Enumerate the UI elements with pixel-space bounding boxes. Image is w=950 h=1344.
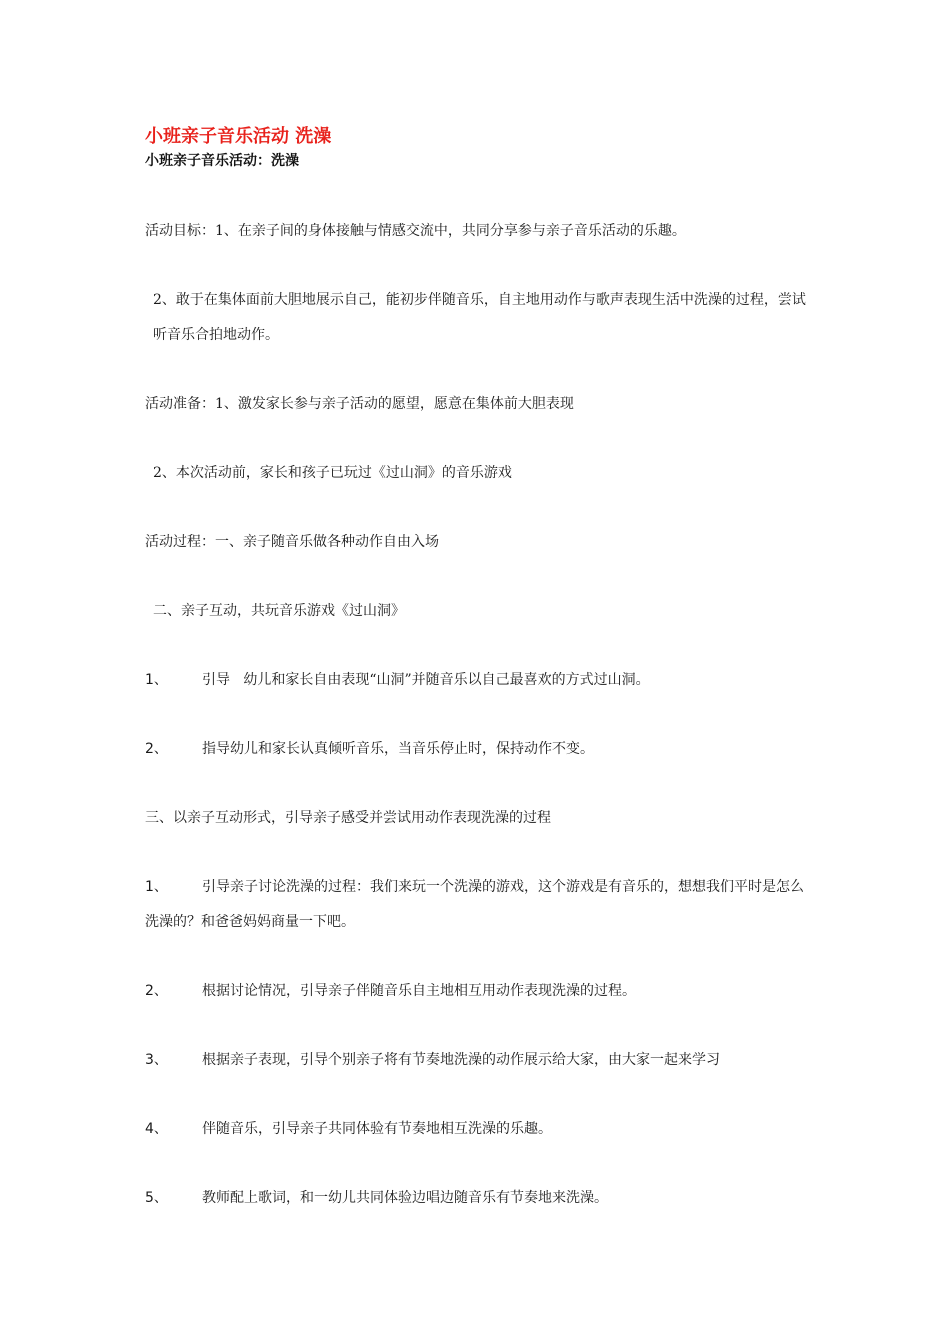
prep-paragraph-2: 2、本次活动前，家长和孩子已玩过《过山洞》的音乐游戏 (153, 465, 512, 481)
list-item-text: 引导 幼儿和家长自由表现“山洞”并随音乐以自己最喜欢的方式过山洞。 (202, 672, 650, 688)
list-item-text: 伴随音乐，引导亲子共同体验有节奏地相互洗澡的乐趣。 (202, 1121, 552, 1137)
process-paragraph-1: 活动过程：一、亲子随音乐做各种动作自由入场 (145, 534, 439, 550)
list-item-number: 2、 (145, 741, 168, 757)
list-item-number: 1、 (145, 672, 168, 688)
list-item-number: 5、 (145, 1190, 168, 1206)
list-item-number: 3、 (145, 1052, 168, 1068)
document-page (145, 124, 810, 1250)
document-subtitle: 小班亲子音乐活动：洗澡 (145, 153, 299, 169)
list-item-text: 根据亲子表现，引导个别亲子将有节奏地洗澡的动作展示给大家，由大家一起来学习 (202, 1052, 720, 1068)
list-item-text: 教师配上歌词，和一幼儿共同体验边唱边随音乐有节奏地来洗澡。 (202, 1190, 608, 1206)
list-item (145, 974, 810, 1009)
list-item-text: 指导幼儿和家长认真倾听音乐，当音乐停止时，保持动作不变。 (202, 741, 594, 757)
list-item (145, 1043, 810, 1078)
list-item-text: 引导亲子讨论洗澡的过程：我们来玩一个洗澡的游戏，这个游戏是有音乐的，想想我们平时是怎么洗澡的？和爸爸妈妈商量一下吧。 (145, 879, 804, 930)
process-paragraph-3: 三、以亲子互动形式，引导亲子感受并尝试用动作表现洗澡的过程 (145, 810, 551, 826)
list-item (145, 1181, 810, 1216)
list-item (145, 1112, 810, 1147)
list-item (145, 732, 810, 767)
list-item (145, 870, 810, 940)
goal-paragraph-2: 2、敢于在集体面前大胆地展示自己，能初步伴随音乐，自主地用动作与歌声表现生活中洗澡的过程，尝试听音乐合拍地动作。 (153, 292, 806, 343)
list-item-number: 2、 (145, 983, 168, 999)
list-item-number: 4、 (145, 1121, 168, 1137)
prep-paragraph-1: 活动准备：1、激发家长参与亲子活动的愿望，愿意在集体前大胆表现 (145, 396, 574, 412)
process-paragraph-2: 二、亲子互动，共玩音乐游戏《过山洞》 (153, 603, 405, 619)
list-item-number: 1、 (145, 879, 168, 895)
goal-paragraph-1: 活动目标：1、在亲子间的身体接触与情感交流中，共同分享参与亲子音乐活动的乐趣。 (145, 223, 686, 239)
document-title: 小班亲子音乐活动 洗澡 (145, 126, 332, 147)
list-item (145, 663, 810, 698)
list-item-text: 根据讨论情况，引导亲子伴随音乐自主地相互用动作表现洗澡的过程。 (202, 983, 636, 999)
